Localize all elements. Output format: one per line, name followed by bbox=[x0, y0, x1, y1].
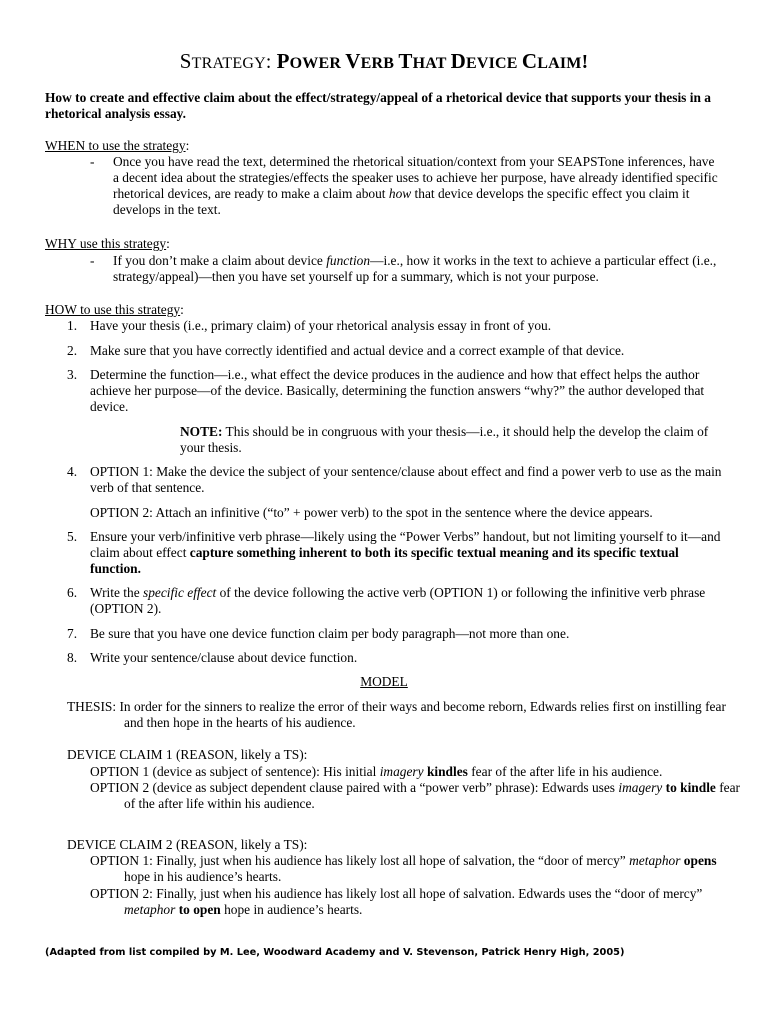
note-callout: NOTE: This should be in congruous with your thesis—i.e., it should help the develop the claim of your thesis. bbox=[180, 424, 709, 455]
device-claim-2-heading: DEVICE CLAIM 2 (REASON, likely a TS): bbox=[67, 837, 308, 852]
claim-2-option-2: OPTION 2: Finally, just when his audience has likely lost all hope of salvation. Edwards uses the “door of mercy” metaphor to open hope in audience’s hearts. bbox=[90, 886, 703, 917]
claim-1-option-2: OPTION 2 (device as subject dependent clause paired with a “power verb” phrase): Edwards uses imagery to kindle fear of the after life within his audience. bbox=[90, 780, 741, 811]
device-claim-1-heading: DEVICE CLAIM 1 (REASON, likely a TS): bbox=[67, 747, 308, 762]
intro-paragraph: How to create and effective claim about the effect/strategy/appeal of a rhetorical device that supports your thesis in a rhetorical analysis essay. bbox=[45, 90, 711, 121]
claim-1-option-1: OPTION 1 (device as subject of sentence): His initial imagery kindles fear of the after life in his audience. bbox=[90, 764, 663, 779]
how-heading: HOW to use this strategy: bbox=[45, 302, 184, 317]
claim-2-option-1: OPTION 1: Finally, just when his audience has likely lost all hope of salvation, the “door of mercy” metaphor opens hope in his audience’s hearts. bbox=[90, 853, 717, 884]
when-heading: WHEN to use the strategy: bbox=[45, 138, 190, 153]
model-thesis: THESIS: In order for the sinners to realize the error of their ways and become reborn, Edwards relies first on instilling fear and then hope in the hearts of his audience. bbox=[67, 699, 726, 730]
page-title: STRATEGY: POWER VERB THAT DEVICE CLAIM! bbox=[179, 49, 589, 73]
document-page: STRATEGY: POWER VERB THAT DEVICE CLAIM! How to create and effective claim about the effect/strategy/appeal of a rhetorical device that supports your thesis in a rhetorical analysis essay. WHEN to use the strategy: - Once you have read the text, determined the rhetorical situation/context from your SEAPSTone inferences, have a decent idea about the strategies/effects the speaker uses to achieve her purpose, have already identified specific rhetorical devices, are ready to make a claim about how that device develops the specific effect you claim it develops in the text. WHY use this strategy: - If you don’t make a claim about device function—i.e., how it works in the text to achieve a particular effect (i.e., strategy/appeal)—then you have set yourself up for a summary, which is not your purpose. HOW to use this strategy: 1. Have your thesis (i.e., primary claim) of your rhetorical analysis essay in front of you. 2. Make sure that you have correctly identified and actual device and a correct example of that device. 3. Determine the function—i.e., what effect the device produces in the audience and how that effect helps the author achieve her purpose—of the device. Basically, determining the function answers “why?” the author developed that device. NOTE: This should be in congruous with your thesis—i.e., it should help the develop the claim of your thesis. 4. OPTION 1: Make the device the subject of your sentence/clause about effect and find a power verb to use as the main verb of that sentence. OPTION 2: Attach an infinitive (“to” + power verb) to the spot in the sentence where the device appears. 5. Ensure your verb/infinitive verb phrase—likely using the “Power Verbs” handout, but not limiting yourself to it—and claim about effect capture something inherent to both its specific textual meaning and its specific textual function. 6. Write the specific effect of the device following the active verb (OPTION 1) or following the infinitive verb phrase (OPTION 2). 7. Be sure that you have one device function claim per body paragraph—not more than one. 8. Write your sentence/clause about device function. MODEL THESIS: In order for the sinners to realize the error of their ways and become reborn, Edwards relies first on instilling fear and then hope in the hearts of his audience. DEVICE CLAIM 1 (REASON, likely a TS): OPTION 1 (device as subject of sentence): His initial imagery kindles fear of the after life in his audience. OPTION 2 (device as subject dependent clause paired with a “power verb” phrase): Edwards uses imagery to kindle fear of the after life within his audience. DEVICE CLAIM 2 (REASON, likely a TS): OPTION 1: Finally, just when his audience has likely lost all hope of salvation, the “door of mercy” metaphor opens hope in his audience’s hearts. OPTION 2: Finally, just when his audience has likely lost all hope of salvation. Edwards uses the “door of mercy” metaphor to open hope in audience’s hearts. (Adapted from list compiled by M. Lee, Woodward Academy and V. Stevenson, Patrick Henry High, 2005) bbox=[0, 0, 768, 1024]
model-heading: MODEL bbox=[360, 674, 408, 689]
why-heading: WHY use this strategy: bbox=[45, 236, 170, 251]
attribution-footer: (Adapted from list compiled by M. Lee, Woodward Academy and V. Stevenson, Patrick Henry High, 2005) bbox=[45, 947, 625, 958]
